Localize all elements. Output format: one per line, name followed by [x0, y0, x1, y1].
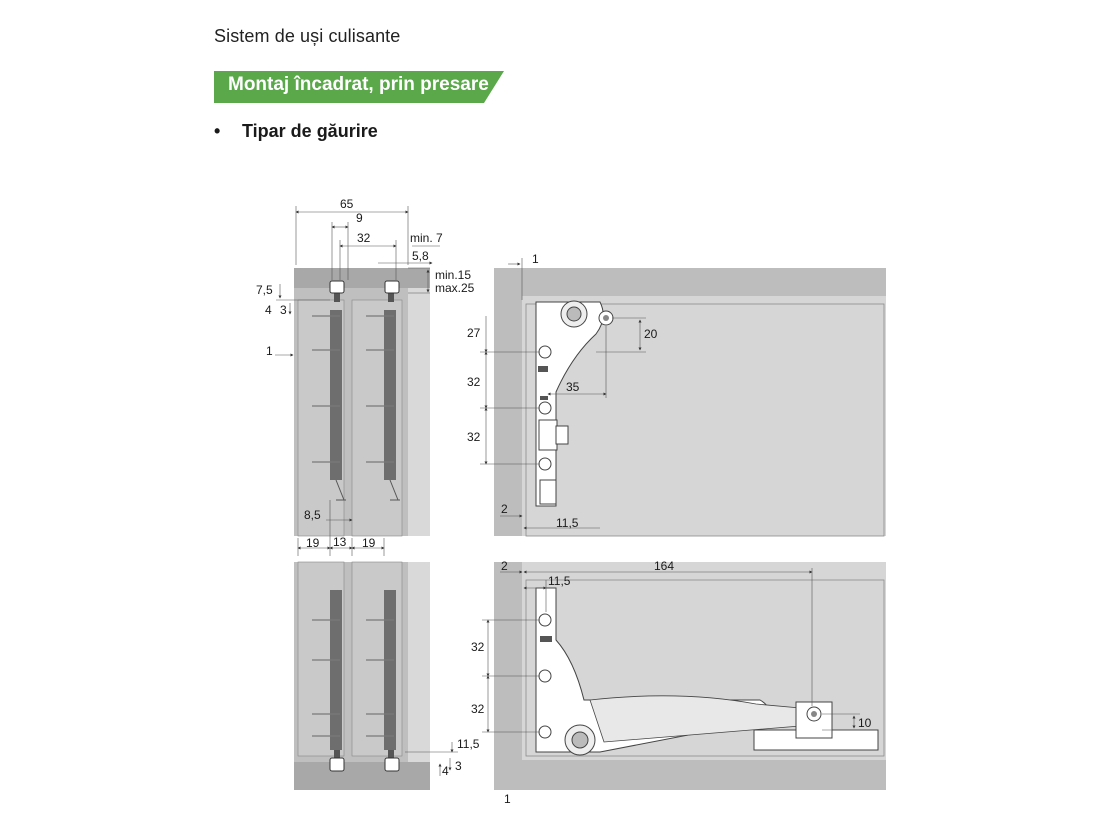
dim-max-25: max.25 — [435, 281, 475, 295]
dim-5-8: 5,8 — [412, 249, 429, 263]
dim-br-11-5: 11,5 — [548, 574, 571, 588]
dim-1-left: 1 — [266, 344, 273, 358]
dim-br-164: 164 — [654, 559, 675, 573]
dim-9: 9 — [356, 211, 363, 225]
right-top-view — [494, 268, 886, 536]
right-bottom-view — [494, 562, 886, 790]
dim-13: 13 — [333, 535, 347, 549]
dim-8-5: 8,5 — [304, 508, 321, 522]
dim-br-32-b: 32 — [471, 702, 485, 716]
document-title: Sistem de uși culisante — [214, 26, 401, 46]
dim-32-top: 32 — [357, 231, 371, 245]
dim-tr-20: 20 — [644, 327, 658, 341]
dim-br-2: 2 — [501, 559, 508, 573]
dim-min-7: min. 7 — [410, 231, 443, 245]
dim-tr-35: 35 — [566, 380, 580, 394]
dim-br-10: 10 — [858, 716, 872, 730]
dim-7-5: 7,5 — [256, 283, 273, 297]
dim-11-5-low: 11,5 — [457, 737, 480, 751]
dim-19-a: 19 — [306, 536, 320, 550]
dim-tr-1: 1 — [532, 252, 539, 266]
dim-tr-27: 27 — [467, 326, 481, 340]
dim-3-top: 3 — [280, 303, 287, 317]
dim-65: 65 — [340, 197, 354, 211]
dim-tr-32-b: 32 — [467, 430, 481, 444]
bullet-dot: • — [214, 121, 221, 141]
dim-19-b: 19 — [362, 536, 376, 550]
dim-min-15: min.15 — [435, 268, 472, 282]
dim-tr-2: 2 — [501, 502, 508, 516]
bullet-text: Tipar de găurire — [242, 121, 378, 141]
dim-br-32-a: 32 — [471, 640, 485, 654]
dim-4-low: 4 — [442, 764, 449, 778]
dim-4-top: 4 — [265, 303, 272, 317]
dim-tr-32-a: 32 — [467, 375, 481, 389]
dim-3-low: 3 — [455, 759, 462, 773]
dim-1-bottom: 1 — [504, 792, 511, 806]
left-bottom-section — [294, 562, 430, 790]
dim-tr-11-5: 11,5 — [556, 516, 579, 530]
left-top-section — [294, 268, 430, 536]
banner-title: Montaj încadrat, prin presare — [228, 74, 489, 95]
